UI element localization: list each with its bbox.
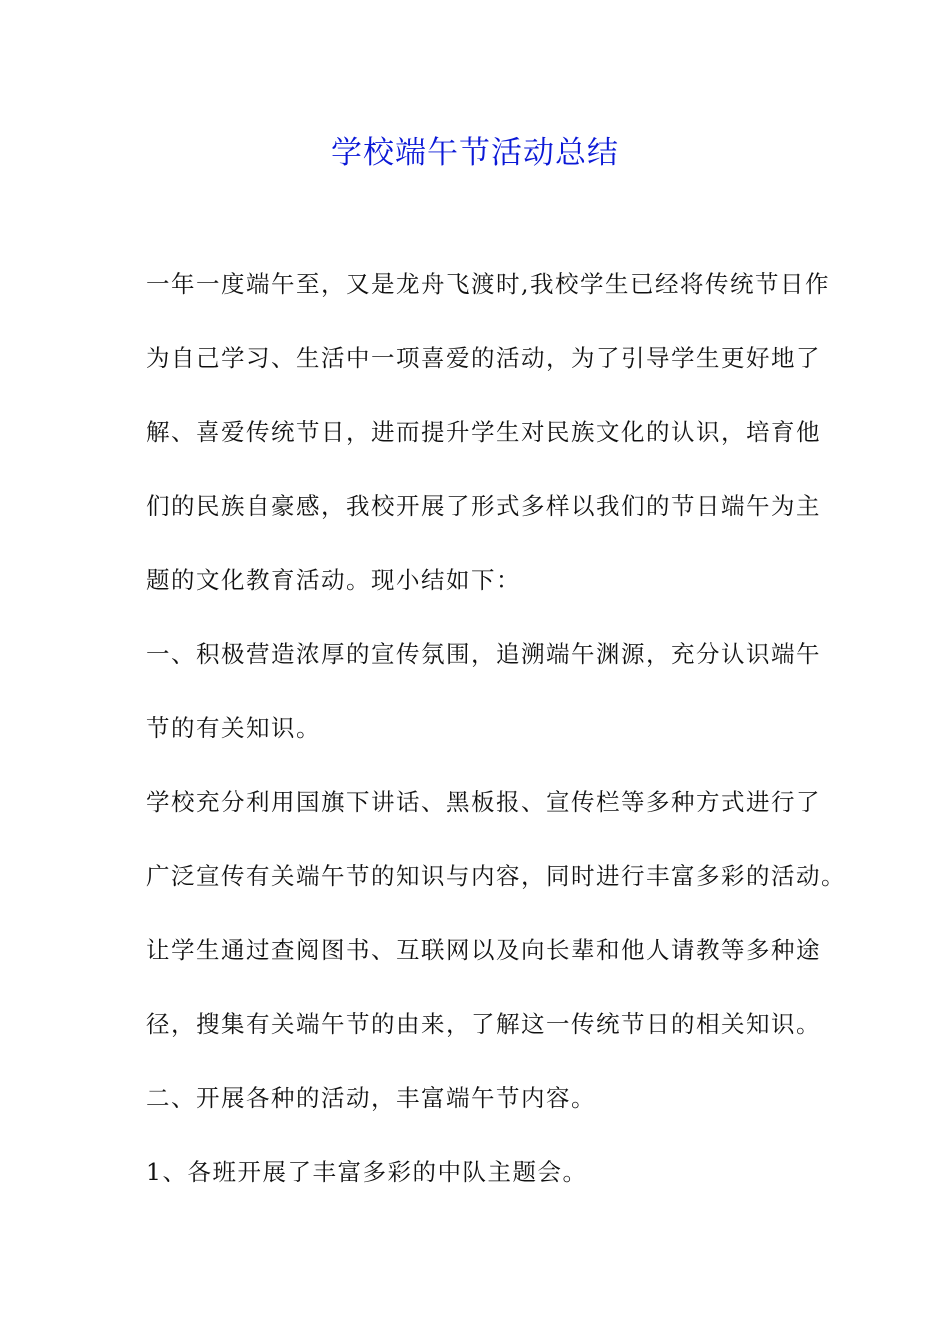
section-heading-1: 一、积极营造浓厚的宣传氛围，追溯端午渊源，充分认识端午 [146, 640, 821, 668]
document-title: 学校端午节活动总结 [331, 135, 619, 171]
list-item: 1、各班开展了丰富多彩的中队主题会。 [146, 1158, 588, 1186]
body-line: 一年一度端午至，又是龙舟飞渡时,我校学生已经将传统节日作 [146, 270, 830, 298]
body-line: 题的文化教育活动。现小结如下： [146, 566, 521, 594]
section-heading-2: 二、开展各种的活动，丰富端午节内容。 [146, 1084, 596, 1112]
body-line: 让学生通过查阅图书、互联网以及向长辈和他人请教等多种途 [146, 936, 821, 964]
body-line: 们的民族自豪感，我校开展了形式多样以我们的节日端午为主 [146, 492, 821, 520]
body-line: 为自己学习、生活中一项喜爱的活动，为了引导学生更好地了 [146, 344, 821, 372]
section-heading-1-cont: 节的有关知识。 [146, 714, 321, 742]
document-body [146, 262, 846, 1224]
body-line: 解、喜爱传统节日，进而提升学生对民族文化的认识，培育他 [146, 418, 821, 446]
body-line: 学校充分利用国旗下讲话、黑板报、宣传栏等多种方式进行了 [146, 788, 821, 816]
body-line: 广泛宣传有关端午节的知识与内容，同时进行丰富多彩的活动。 [146, 862, 846, 890]
body-line: 径，搜集有关端午节的由来，了解这一传统节日的相关知识。 [146, 1010, 821, 1038]
